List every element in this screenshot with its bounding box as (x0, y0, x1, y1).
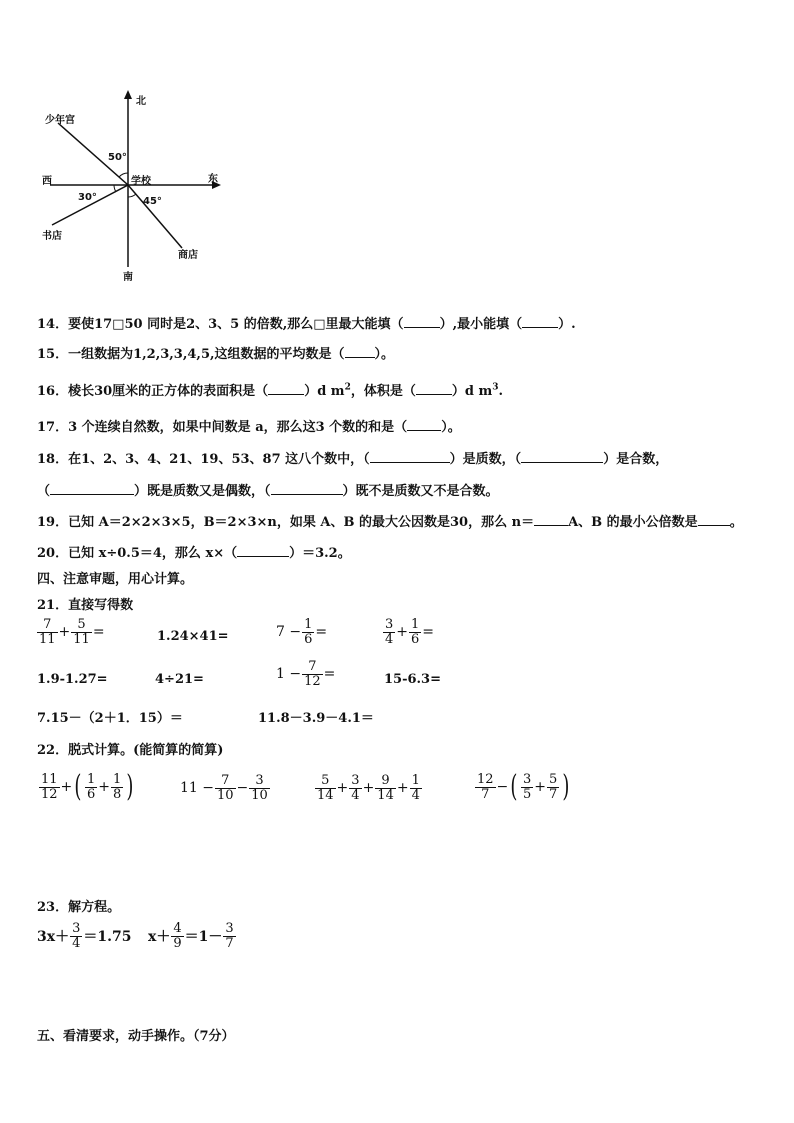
question-18-line-1: 18．在1、2、3、4、21、19、53、87 这八个数中，（ ）是质数，（ ）是合数， (37, 452, 669, 467)
ray-bookstore (52, 185, 128, 225)
compass-east-label: 东 (208, 174, 218, 185)
q23-equation-2: x＋ $\frac{4}{9}$ ＝1－ $\frac{3}{7}$ (148, 921, 234, 951)
compass-angle-sw: 30° (78, 192, 97, 203)
q21-r1-c: 7 − $\frac{1}{6}$ = (276, 617, 328, 647)
q19-blank-n[interactable] (534, 525, 568, 526)
q14-blank-min[interactable] (522, 327, 558, 328)
q18-blank-composite[interactable] (521, 462, 603, 463)
q17-blank[interactable] (407, 430, 441, 431)
q20-blank[interactable] (237, 556, 289, 557)
angle-arc-nw (119, 173, 128, 177)
north-arrow (124, 90, 132, 99)
q22-expr-3: $\frac{5}{14}$ + $\frac{3}{4}$ + $\frac{9}{14}$ + $\frac{1}{4}$ (317, 773, 420, 803)
q21-r3-a: 7.15－（2＋1．15）＝ (37, 711, 183, 726)
compass-se-place: 商店 (178, 250, 198, 261)
q14-blank-max[interactable] (404, 327, 440, 328)
q19-blank-lcm[interactable] (698, 525, 730, 526)
q21-r1-a: $\frac{7}{11}$ + $\frac{5}{11}$ = (39, 617, 105, 647)
question-16: 16．棱长30厘米的正方体的表面积是（ ）d $m^2$，体积是（ ）d $m^3$. (37, 382, 504, 399)
q21-r2-b: 4÷21= (155, 672, 204, 687)
q21-r2-c: 1 − $\frac{7}{12}$ = (276, 659, 336, 689)
q16-blank-volume[interactable] (416, 394, 452, 395)
angle-arc-se (128, 194, 136, 197)
q21-r2-a: 1.9-1.27= (37, 672, 108, 687)
compass-angle-nw: 50° (108, 152, 127, 163)
q18-blank-prime[interactable] (370, 462, 450, 463)
question-21-title: 21．直接写得数 (37, 598, 134, 613)
angle-arc-sw (114, 185, 116, 192)
question-20: 20．已知 x÷0.5＝4，那么 x×（ ）＝3.2。 (37, 546, 351, 561)
q22-expr-4: $\frac{12}{7}$ −( $\frac{3}{5}$ + $\frac{5}{7}$ ) (477, 769, 570, 804)
compass-center-label: 学校 (131, 176, 151, 187)
q21-r2-d: 15-6.3= (384, 672, 441, 687)
compass-north-label: 北 (136, 96, 146, 107)
q21-r1-b: 1.24×41= (157, 629, 229, 644)
q21-r1-d: $\frac{3}{4}$ + $\frac{1}{6}$ = (385, 617, 435, 647)
compass-south-label: 南 (123, 272, 133, 283)
question-18-line-2: （ ）既是质数又是偶数，（ ）既不是质数又不是合数。 (37, 484, 499, 499)
q22-expr-1: $\frac{11}{12}$ +( $\frac{1}{6}$ + $\frac{1}{8}$ ) (41, 769, 134, 804)
question-23-title: 23．解方程。 (37, 900, 121, 915)
q15-blank[interactable] (345, 357, 375, 358)
q18-blank-even-prime[interactable] (50, 494, 134, 495)
compass-sw-place: 书店 (42, 231, 62, 242)
q16-blank-area[interactable] (268, 394, 304, 395)
q23-equation-1: 3x＋ $\frac{3}{4}$ ＝1.75 (37, 921, 132, 951)
compass-nw-place: 少年宫 (45, 115, 75, 126)
compass-angle-se: 45° (143, 196, 162, 207)
q22-expr-2: 11 − $\frac{7}{10}$ − $\frac{3}{10}$ (180, 773, 268, 803)
section-5-heading: 五、看清要求，动手操作。（7分） (37, 1029, 235, 1044)
q18-blank-neither[interactable] (271, 494, 343, 495)
compass-west-label: 西 (42, 176, 52, 187)
q21-r3-b: 11.8－3.9－4.1＝ (258, 711, 374, 726)
question-15: 15．一组数据为1,2,3,3,4,5,这组数据的平均数是（ ）。 (37, 347, 395, 362)
section-4-heading: 四、注意审题，用心计算。 (37, 572, 194, 587)
question-17: 17．3 个连续自然数，如果中间数是 a，那么这3 个数的和是（ ）。 (37, 420, 461, 435)
question-19: 19．已知 A＝2×2×3×5，B＝2×3×n，如果 A、B 的最大公因数是30，那么 n＝ A、B 的最小公倍数是 。 (37, 515, 743, 530)
question-14: 14．要使17□50 同时是2、3、5 的倍数,那么□里最大能填（ ）,最小能填（ ）. (37, 317, 576, 332)
question-22-title: 22．脱式计算。(能简算的简算) (37, 743, 224, 758)
